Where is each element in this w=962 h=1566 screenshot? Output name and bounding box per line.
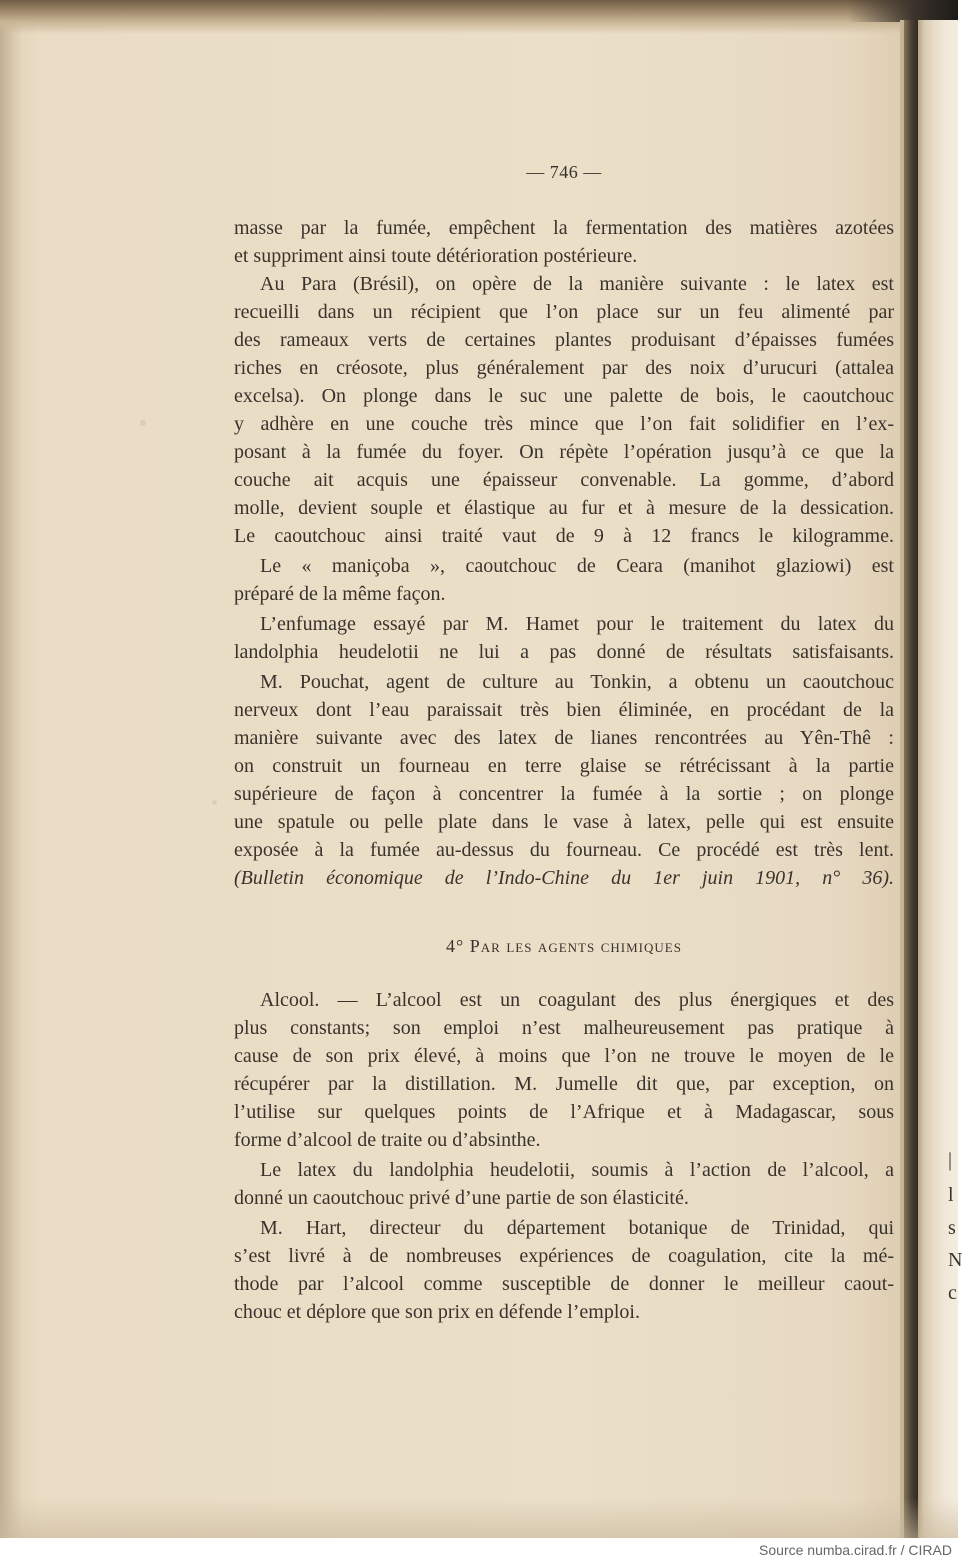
text-line: Le latex du landolphia heudelotii, soumis à l’action de l’alcool, a (260, 1159, 894, 1181)
paper-speck (212, 800, 217, 805)
text-line: forme d’alcool de traite ou d’absinthe. (234, 1129, 541, 1151)
next-page-mark: s (948, 1217, 956, 1239)
text-line: Le « maniçoba », caoutchouc de Ceara (manihot glaziowi) est (260, 555, 894, 577)
next-page-mark: | (948, 1149, 953, 1171)
next-page-mark: c (948, 1282, 957, 1304)
text-line: on construit un fourneau en terre glaise se rétrécissant à la partie (234, 755, 894, 777)
text-line: excelsa). On plonge dans le suc une palette de bois, le caoutchouc (234, 385, 894, 407)
text-line: l’utilise sur quelques points de l’Afrique et à Madagascar, sous (234, 1101, 894, 1123)
source-credit: Source numba.cirad.fr / CIRAD (759, 1542, 952, 1558)
book-top-edge (0, 0, 958, 34)
text-line: s’est livré à de nombreuses expériences de coagulation, cite la mé- (234, 1245, 894, 1267)
citation-line: (Bulletin économique de l’Indo-Chine du 1er juin 1901, n° 36). (234, 867, 894, 889)
next-page-mark: l (948, 1184, 954, 1206)
text-line: molle, devient souple et élastique au fur et à mesure de la dessication. (234, 497, 894, 519)
text-line: Alcool. — L’alcool est un coagulant des plus énergiques et des (260, 989, 894, 1011)
text-line: et suppriment ainsi toute détérioration postérieure. (234, 245, 638, 267)
text-line: landolphia heudelotii ne lui a pas donné de résultats satisfaisants. (234, 641, 894, 663)
text-line: récupérer par la distillation. M. Jumelle dit que, par exception, on (234, 1073, 894, 1095)
text-line: manière suivante avec des latex de lianes rencontrées au Yên-Thê : (234, 727, 894, 749)
text-line: Au Para (Brésil), on opère de la manière suivante : le latex est (260, 273, 894, 295)
next-page-mark: N (948, 1249, 962, 1271)
text-line: Le caoutchouc ainsi traité vaut de 9 à 12 francs le kilogramme. (234, 525, 894, 547)
text-line: riches en créosote, plus généralement par des noix d’urucuri (attalea (234, 357, 894, 379)
page-left-edge (0, 0, 22, 1538)
text-line: masse par la fumée, empêchent la fermentation des matières azotées (234, 217, 894, 239)
text-line: cause de son prix élevé, à moins que l’on ne trouve le moyen de le (234, 1045, 894, 1067)
text-line: préparé de la même façon. (234, 583, 446, 605)
text-line: une spatule ou pelle plate dans le vase à latex, pelle qui est ensuite (234, 811, 894, 833)
text-line: exposée à la fumée au-dessus du fourneau. Ce procédé est très lent. (234, 839, 894, 861)
section-heading-text: 4° Par les agents chimiques (446, 936, 682, 956)
text-line: chouc et déplore que son prix en défende l’emploi. (234, 1301, 640, 1323)
text-line: plus constants; son emploi n’est malheureusement pas pratique à (234, 1017, 894, 1039)
text-line: recueilli dans un récipient que l’on place sur un feu alimenté par (234, 301, 894, 323)
text-line: posant à la fumée du foyer. On répète l’opération jusqu’à ce que la (234, 441, 894, 463)
paper-speck (140, 420, 146, 426)
text-line: des rameaux verts de certaines plantes produisant d’épaisses fumées (234, 329, 894, 351)
text-line: L’enfumage essayé par M. Hamet pour le traitement du latex du (260, 613, 894, 635)
text-line: donné un caoutchouc privé d’une partie de son élasticité. (234, 1187, 689, 1209)
text-line: couche ait acquis une épaisseur convenable. La gomme, d’abord (234, 469, 894, 491)
text-line: thode par l’alcool comme susceptible de donner le meilleur caout- (234, 1273, 894, 1295)
text-line: M. Hart, directeur du département botanique de Trinidad, qui (260, 1217, 894, 1239)
book-gutter (904, 20, 918, 1538)
page-bottom-shade (0, 1498, 958, 1538)
text-line: y adhère en une couche très mince que l’on fait solidifier en l’ex- (234, 413, 894, 435)
text-line: nerveux dont l’eau paraissait très bien éliminée, en procédant de la (234, 699, 894, 721)
text-line: supérieure de façon à concentrer la fumée à la sortie ; on plonge (234, 783, 894, 805)
section-heading (234, 936, 894, 957)
page-number: — 746 — (526, 162, 602, 182)
book-top-shadow (848, 0, 958, 22)
text-line: M. Pouchat, agent de culture au Tonkin, a obtenu un caoutchouc (260, 671, 894, 693)
